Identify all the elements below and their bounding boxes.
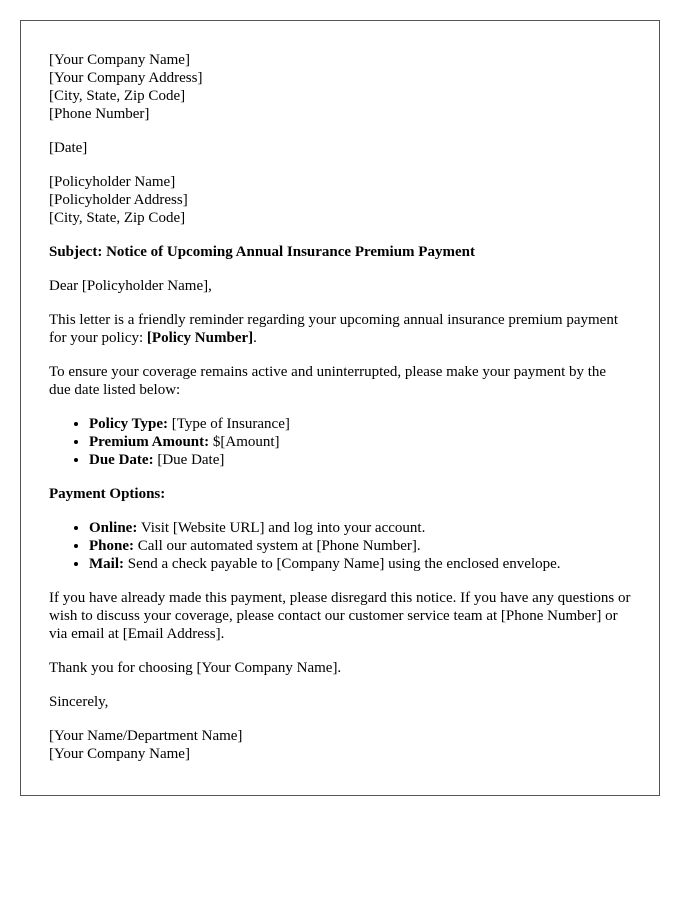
payment-mail-value: Send a check payable to [Company Name] using the enclosed envelope.	[124, 556, 561, 572]
closing: Sincerely,	[49, 694, 109, 710]
policy-type-item	[89, 415, 631, 433]
sender-company-name: [Your Company Name]	[49, 52, 190, 68]
thanks-paragraph: Thank you for choosing [Your Company Name].	[49, 660, 342, 676]
recipient-block	[49, 173, 631, 227]
payment-online-value: Visit [Website URL] and log into your account.	[137, 520, 426, 536]
recipient-address: [Policyholder Address]	[49, 192, 188, 208]
due-date-item	[89, 451, 631, 469]
intro-end: .	[253, 330, 257, 346]
due-date-value: [Due Date]	[153, 452, 225, 468]
disregard-paragraph: If you have already made this payment, please disregard this notice. If you have any questions or wish to discuss your coverage, please contact our customer service team at [Phone Number] or via email at [Email Address].	[49, 590, 631, 642]
policy-details-list	[49, 415, 631, 469]
policy-type-value: [Type of Insurance]	[168, 416, 290, 432]
payment-mail-item	[89, 555, 631, 573]
signature-block	[49, 727, 631, 763]
signature-company-name: [Your Company Name]	[49, 746, 190, 762]
payment-options-heading: Payment Options:	[49, 486, 166, 502]
payment-mail-label: Mail:	[89, 556, 124, 572]
sender-company-address: [Your Company Address]	[49, 70, 203, 86]
recipient-city-state-zip: [City, State, Zip Code]	[49, 210, 186, 226]
payment-phone-value: Call our automated system at [Phone Number].	[134, 538, 421, 554]
payment-online-label: Online:	[89, 520, 138, 536]
premium-amount-value: $[Amount]	[209, 434, 280, 450]
sender-city-state-zip: [City, State, Zip Code]	[49, 88, 186, 104]
due-date-label: Due Date:	[89, 452, 154, 468]
salutation: Dear [Policyholder Name],	[49, 278, 212, 294]
premium-amount-label: Premium Amount:	[89, 434, 210, 450]
policy-type-label: Policy Type:	[89, 416, 169, 432]
payment-online-item	[89, 519, 631, 537]
payment-phone-item	[89, 537, 631, 555]
subject-line: Subject: Notice of Upcoming Annual Insurance Premium Payment	[49, 244, 475, 260]
instruction-paragraph: To ensure your coverage remains active and uninterrupted, please make your payment by the due date listed below:	[49, 364, 607, 398]
payment-options-list	[49, 519, 631, 573]
sender-block	[49, 51, 631, 123]
intro-paragraph	[49, 311, 631, 347]
recipient-name: [Policyholder Name]	[49, 174, 176, 190]
policy-number: [Policy Number]	[146, 330, 254, 346]
payment-phone-label: Phone:	[89, 538, 134, 554]
date-block	[49, 139, 631, 157]
premium-amount-item	[89, 433, 631, 451]
sender-phone: [Phone Number]	[49, 106, 150, 122]
letter-date: [Date]	[49, 140, 88, 156]
letter	[20, 20, 660, 796]
signature-name-department: [Your Name/Department Name]	[49, 728, 243, 744]
intro-text: This letter is a friendly reminder regarding your upcoming annual insurance premium payment for your policy:	[49, 312, 618, 346]
